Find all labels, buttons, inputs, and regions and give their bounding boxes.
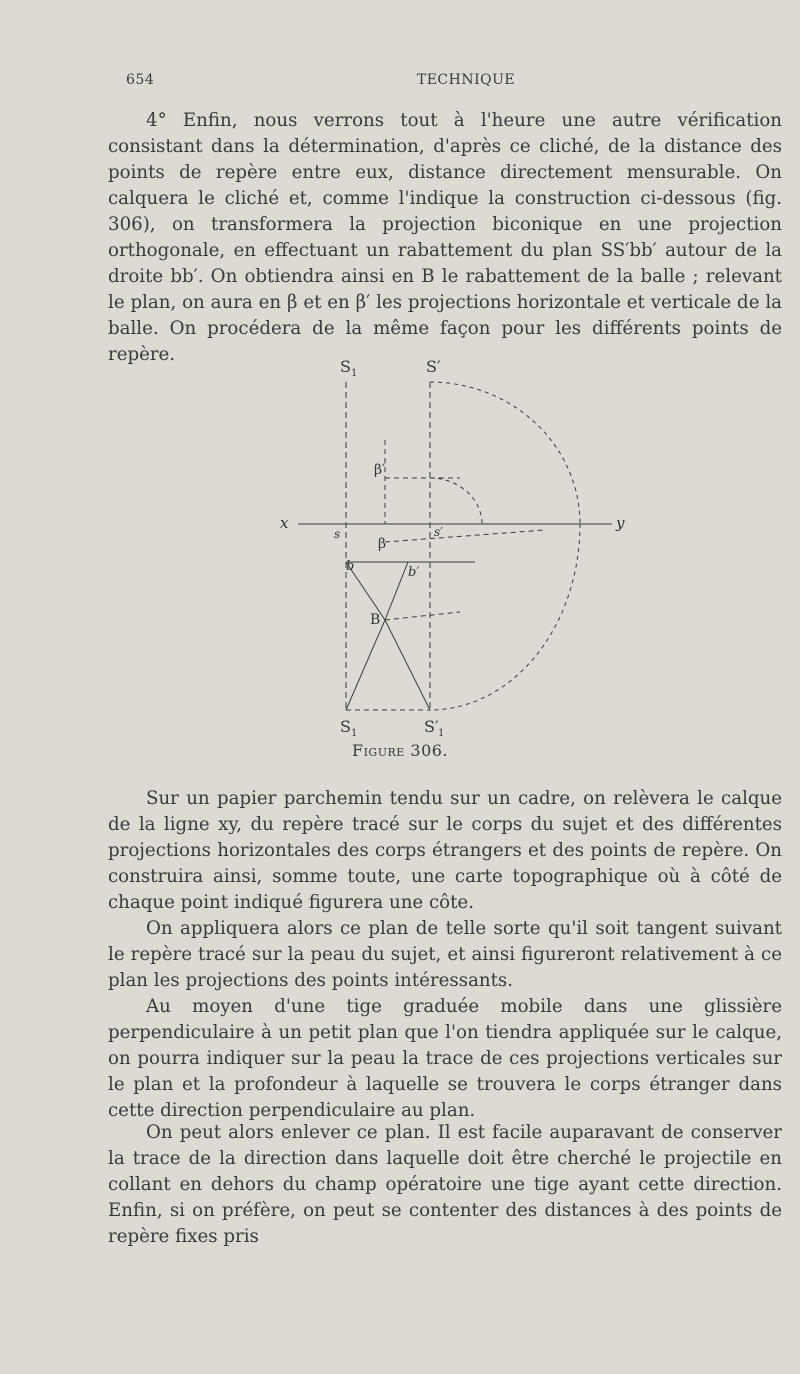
label-beta-prime: β′ bbox=[374, 462, 386, 478]
label-y: y bbox=[616, 514, 625, 532]
label-S1-top-sub: 1 bbox=[351, 368, 358, 379]
label-b-prime: b′ bbox=[408, 565, 420, 580]
label-B: B bbox=[370, 612, 381, 628]
paragraph-5: On peut alors enlever ce plan. Il est facile auparavant de conserver la trace de la direction dans laquelle doit être cherché le projectile en collant en dehors du champ opératoire une tige ayant cette direction. Enfin, si on préfère, on peut se contenter des distances à des points de repère fixes pris bbox=[108, 1122, 782, 1247]
label-x: x bbox=[280, 514, 289, 532]
label-beta: β bbox=[378, 536, 387, 552]
projection-construction-svg bbox=[260, 350, 640, 740]
label-b: b bbox=[346, 559, 355, 574]
label-s: s bbox=[334, 527, 341, 541]
paragraph-1: 4° Enfin, nous verrons tout à l'heure une autre vérification consistant dans la détermination, d'après ce cliché, de la distance des points de repère entre eux, distance directement mensurable. On calquera le cliché et, comme l'indique la construction ci-dessous (fig. 306), on transformera la projection biconique en une projection orthogonale, en effectuant un rabattement du plan SS′bb′ autour de la droite bb′. On obtiendra ainsi en B le rabattement de la balle ; relevant le plan, on aura en β et en β′ les projections horizontale et verticale de la balle. On procédera de la même façon pour les différents points de repère. bbox=[108, 110, 782, 365]
paragraph-3: On appliquera alors ce plan de telle sorte qu'il soit tangent suivant le repère tracé sur la peau du sujet, et ainsi figureront relativement à ce plan les projections des points intéressants. bbox=[108, 918, 782, 991]
label-S1-bottom-sub: 1 bbox=[351, 728, 358, 739]
figure-caption bbox=[0, 741, 800, 760]
page-number: 654 bbox=[126, 72, 155, 88]
label-S1-bottom: S bbox=[340, 717, 351, 736]
diag-B-to-S1 bbox=[346, 620, 385, 710]
label-s-prime: s′ bbox=[434, 525, 443, 539]
caption-number: 306. bbox=[410, 741, 449, 760]
label-Sprime-top: S′ bbox=[426, 357, 441, 376]
diag-B-to-S1prime bbox=[385, 620, 430, 710]
label-S1prime-bottom-sub: 1 bbox=[438, 728, 445, 739]
lower-arc bbox=[430, 524, 580, 710]
upper-arc bbox=[430, 382, 580, 524]
small-arc bbox=[430, 478, 482, 524]
B-line bbox=[385, 612, 460, 620]
paragraph-4: Au moyen d'une tige graduée mobile dans une glissière perpendiculaire à un petit plan que l'on tiendra appliquée sur le calque, on pourra indiquer sur la peau la trace de ces projections verticales sur le plan et la profondeur à laquelle se trouvera le corps étranger dans cette direction perpendiculaire au plan. bbox=[108, 996, 782, 1121]
label-S1-top: S bbox=[340, 357, 351, 376]
running-title: TECHNIQUE bbox=[416, 72, 516, 88]
diag-bprime-to-B bbox=[385, 562, 408, 620]
figure-306-diagram bbox=[260, 350, 640, 740]
caption-word: Figure bbox=[351, 741, 405, 760]
paragraph-2: Sur un papier parchemin tendu sur un cadre, on relèvera le calque de la ligne xy, du repère tracé sur le corps du sujet et des différentes projections horizontales des corps étrangers et des points de repère. On construira ainsi, somme toute, une carte topographique où à côté de chaque point indiqué figurera une côte. bbox=[108, 788, 782, 913]
label-S1prime-bottom: S′ bbox=[424, 717, 439, 736]
beta-line bbox=[385, 530, 545, 542]
